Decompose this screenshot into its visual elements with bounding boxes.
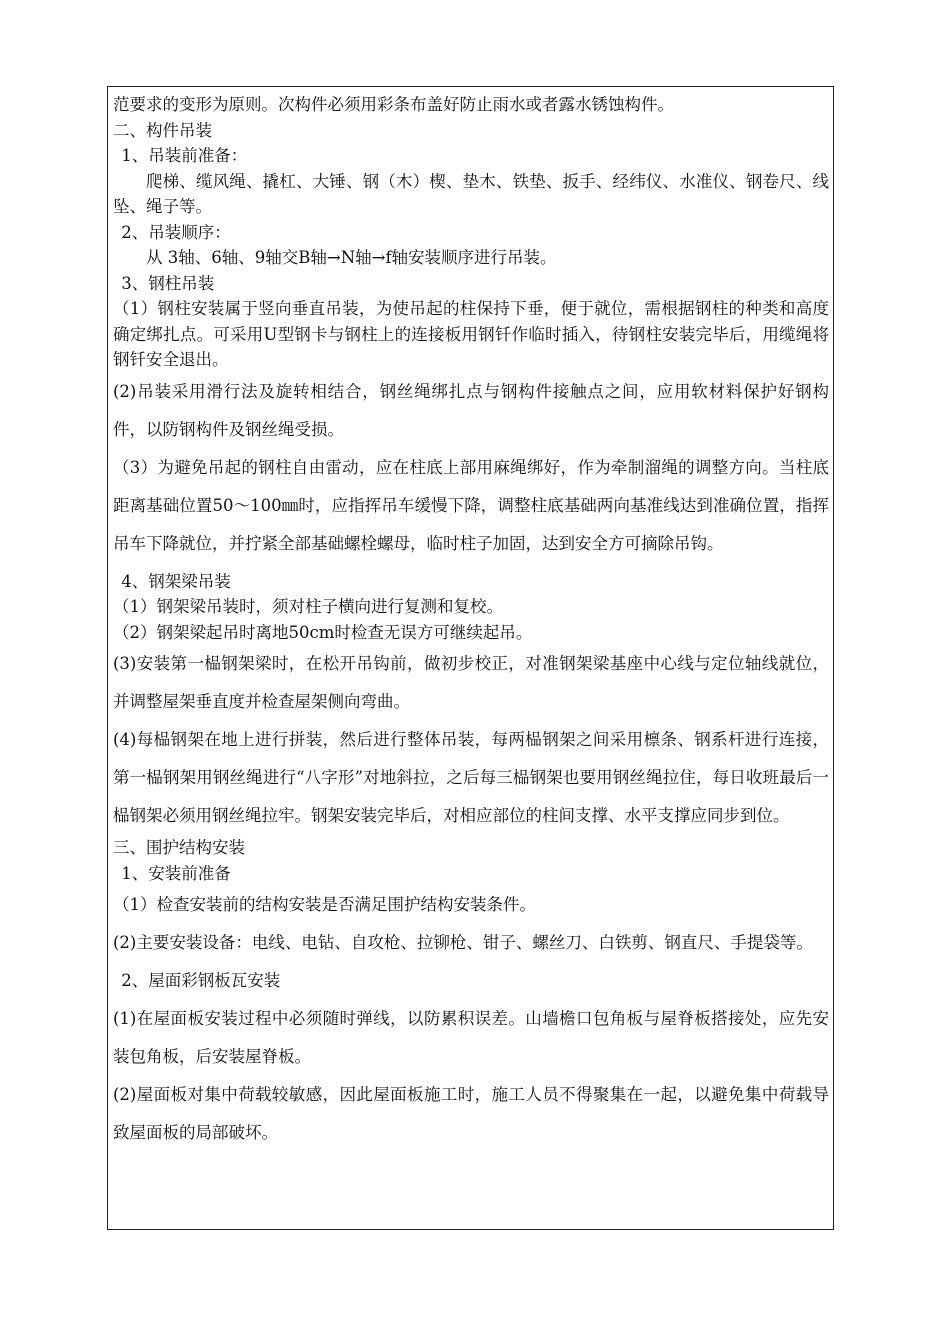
subheading-roof-panel-installation: 2、屋面彩钢板瓦安装: [121, 971, 281, 990]
paragraph-hoisting-sequence: 从 3轴、6轴、9轴交B轴→N轴→f轴安装顺序进行吊装。: [146, 248, 557, 267]
paragraph-prep-item-2: (2)主要安装设备：电线、电钻、自攻枪、拉铆枪、钳子、螺丝刀、白铁剪、钢直尺、手提袋等。: [113, 933, 813, 952]
subheading-hoisting-sequence: 2、吊装顺序：: [121, 222, 231, 242]
paragraph-prep-item-1: （1）检查安装前的结构安装是否满足围护结构安装条件。: [113, 895, 536, 914]
paragraph-tools-list: 爬梯、缆风绳、撬杠、大锤、钢（木）楔、垫木、铁垫、扳手、经纬仪、水准仪、钢卷尺、线坠、绳子等。: [113, 171, 829, 216]
paragraph-beam-item-1: （1）钢架梁吊装时，须对柱子横向进行复测和复校。: [113, 597, 503, 616]
section-heading-envelope-installation: 三、围护结构安装: [113, 838, 245, 857]
document-body: [113, 92, 829, 1152]
section-heading-component-hoisting: 二、构件吊装: [113, 120, 212, 140]
paragraph-column-item-3: （3）为避免吊起的钢柱自由雷动，应在柱底上部用麻绳绑好，作为牵制溜绳的调整方向。当柱底距离基础位置50～100㎜时，应指挥吊车缓慢下降，调整柱底基础两向基准线达到准确位置，指挥吊车下降就位，并拧紧全部基础螺栓螺母，临时柱子加固，达到安全方可摘除吊钩。: [113, 457, 829, 553]
paragraph-beam-item-3: (3)安装第一榀钢架梁时，在松开吊钩前，做初步校正，对准钢架梁基座中心线与定位轴线就位，并调整屋架垂直度并检查屋架侧向弯曲。: [113, 654, 829, 711]
paragraph-column-item-1: （1）钢柱安装属于竖向垂直吊装，为使吊起的柱保持下垂，便于就位，需根据钢柱的种类和高度确定绑扎点。可采用U型钢卡与钢柱上的连接板用钢钎作临时插入，待钢柱安装完毕后，用缆绳将钢钎安全退出。: [113, 299, 829, 369]
paragraph-roof-item-2: (2)屋面板对集中荷载较敏感，因此屋面板施工时，施工人员不得聚集在一起，以避免集中荷载导致屋面板的局部破坏。: [113, 1085, 829, 1142]
subheading-hoisting-preparation: 1、吊装前准备：: [121, 146, 248, 165]
paragraph-beam-item-2: （2）钢架梁起吊时离地50cm时检查无误方可继续起吊。: [113, 622, 533, 642]
subheading-steel-column-hoisting: 3、钢柱吊装: [121, 273, 215, 293]
paragraph-beam-item-4: (4)每榀钢架在地上进行拼装，然后进行整体吊装，每两榀钢架之间采用檩条、钢系杆进行连接，第一榀钢架用钢丝绳进行“八字形”对地斜拉，之后每三榀钢架也要用钢丝绳拉住，每日收班最后一榀钢架必须用钢丝绳拉牢。钢架安装完毕后，对相应部位的柱间支撑、水平支撑应同步到位。: [113, 730, 829, 825]
subheading-installation-preparation: 1、安装前准备: [121, 863, 231, 883]
paragraph-roof-item-1: (1)在屋面板安装过程中必须随时弹线，以防累积误差。山墙檐口包角板与屋脊板搭接处，应先安装包角板，后安装屋脊板。: [113, 1009, 829, 1066]
paragraph-column-item-2: (2)吊装采用滑行法及旋转相结合，钢丝绳绑扎点与钢构件接触点之间，应用软材料保护好钢构件，以防钢构件及钢丝绳受损。: [113, 381, 829, 439]
paragraph-deformation-principle: 范要求的变形为原则。次构件必须用彩条布盖好防止雨水或者露水锈蚀构件。: [113, 95, 674, 114]
subheading-steel-beam-hoisting: 4、钢架梁吊装: [121, 571, 231, 591]
